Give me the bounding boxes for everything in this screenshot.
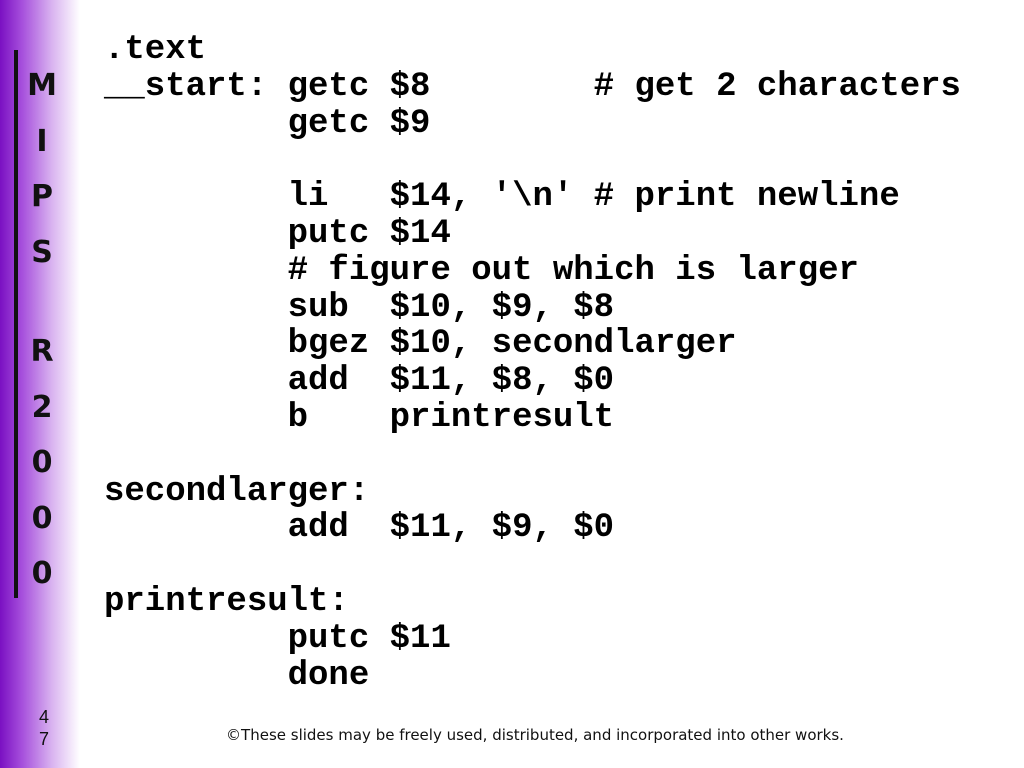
copyright-footer: ©These slides may be freely used, distributed, and incorporated into other works.: [226, 726, 844, 744]
sidebar-title-gap: [22, 286, 62, 330]
code-line: getc $9: [104, 104, 431, 143]
code-line: li $14, '\n' # print newline: [104, 178, 900, 217]
code-line: b printresult: [104, 398, 615, 437]
code-line: __start: getc $8 # get 2 characters: [104, 67, 961, 106]
sidebar-title-letter: 0: [31, 500, 53, 536]
code-line: [104, 437, 961, 474]
code-line: sub $10, $9, $8: [104, 288, 615, 327]
code-line: add $11, $8, $0: [104, 362, 615, 401]
code-listing: [104, 32, 961, 694]
code-line: printresult:: [104, 582, 349, 621]
sidebar-title-letter: S: [31, 234, 53, 270]
code-line: putc $14: [104, 214, 451, 253]
sidebar-title-letter: 2: [31, 389, 53, 425]
code-line: # figure out which is larger: [104, 251, 859, 290]
sidebar-title-letter: P: [31, 179, 53, 214]
sidebar-title-letter: M: [27, 68, 57, 103]
page-number-digit: 4: [38, 707, 49, 727]
sidebar-title-letter: 0: [31, 556, 53, 591]
code-line: bgez $10, secondlarger: [104, 325, 737, 364]
sidebar-title-letter: 0: [31, 445, 53, 480]
code-line: [104, 142, 961, 179]
code-line: [104, 547, 961, 584]
sidebar-title-letter: I: [36, 123, 48, 159]
page-number-digit: 7: [38, 729, 49, 749]
code-line: add $11, $9, $0: [104, 509, 615, 548]
sidebar-rule: [14, 50, 18, 598]
sidebar-title-letter: R: [30, 334, 54, 369]
code-line: done: [104, 656, 370, 695]
page-number: [34, 706, 54, 750]
sidebar-title: [22, 64, 62, 608]
code-line: .text: [104, 31, 207, 69]
code-line: secondlarger:: [104, 472, 370, 511]
code-line: putc $11: [104, 619, 451, 658]
